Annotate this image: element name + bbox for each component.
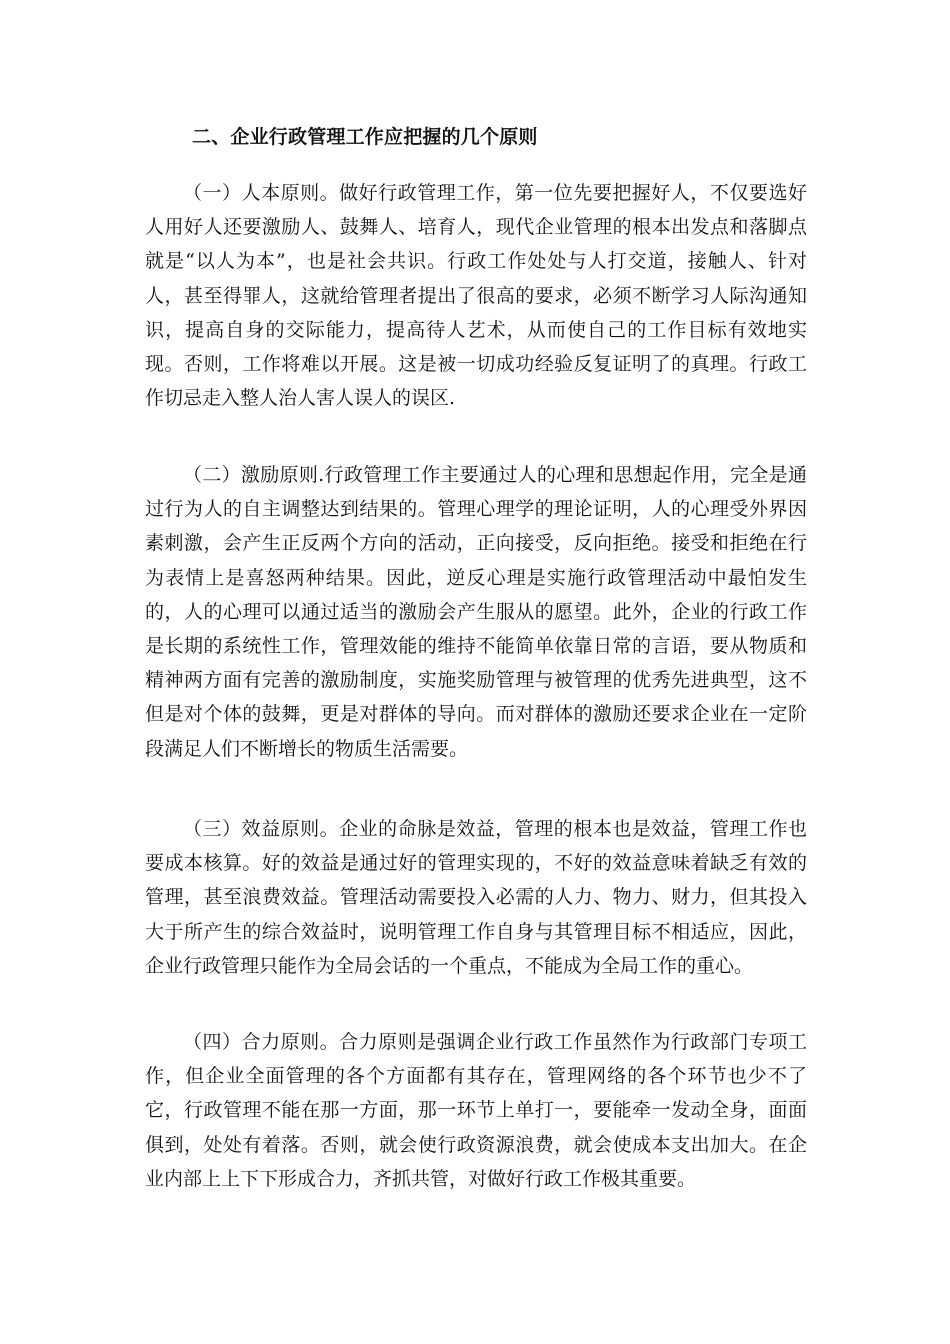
paragraph-benefit-principle: （三）效益原则。企业的命脉是效益，管理的根本也是效益，管理工作也要成本核算。好的效益是通过好的管理实现的，不好的效益意味着缺乏有效的管理，甚至浪费效益。管理活动需要投入必需的人力、物力、财力，但其投入大于所产生的综合效益时，说明管理工作自身与其管理目标不相适应，因此，企业行政管理只能作为全局会话的一个重点，不能成为全局工作的重心。 xyxy=(145,818,807,977)
paragraph-people-oriented-principle: （一）人本原则。做好行政管理工作，第一位先要把握好人，不仅要选好人用好人还要激励人、鼓舞人、培育人，现代企业管理的根本出发点和落脚点就是“以人为本”，也是社会共识。行政工作处处与人打交道，接触人、针对人，甚至得罪人，这就给管理者提出了很高的要求，必须不断学习人际沟通知识，提高自身的交际能力，提高待人艺术，从而使自己的工作目标有效地实现。否则，工作将难以开展。这是被一切成功经验反复证明了的真理。行政工作切忌走入整人治人害人误人的误区. xyxy=(145,182,807,410)
paragraph-synergy-principle: （四）合力原则。合力原则是强调企业行政工作虽然作为行政部门专项工作，但企业全面管理的各个方面都有其存在，管理网络的各个环节也少不了它，行政管理不能在那一方面，那一环节上单打一，要能牵一发动全身，面面俱到，处处有着落。否则，就会使行政资源浪费，就会使成本支出加大。在企业内部上上下下形成合力，齐抓共管，对做好行政工作极其重要。 xyxy=(145,1031,807,1190)
section-heading: 二、企业行政管理工作应把握的几个原则 xyxy=(192,126,538,148)
paragraph-incentive-principle: （二）激励原则.行政管理工作主要通过人的心理和思想起作用，完全是通过行为人的自主调整达到结果的。管理心理学的理论证明，人的心理受外界因素刺激，会产生正反两个方向的活动，正向接受，反向拒绝。接受和拒绝在行为表情上是喜怒两种结果。因此，逆反心理是实施行政管理活动中最怕发生的，人的心理可以通过适当的激励会产生服从的愿望。此外，企业的行政工作是长期的系统性工作，管理效能的维持不能简单依靠日常的言语，要从物质和精神两方面有完善的激励制度，实施奖励管理与被管理的优秀先进典型，这不但是对个体的鼓舞，更是对群体的导向。而对群体的激励还要求企业在一定阶段满足人们不断增长的物质生活需要。 xyxy=(145,464,807,760)
